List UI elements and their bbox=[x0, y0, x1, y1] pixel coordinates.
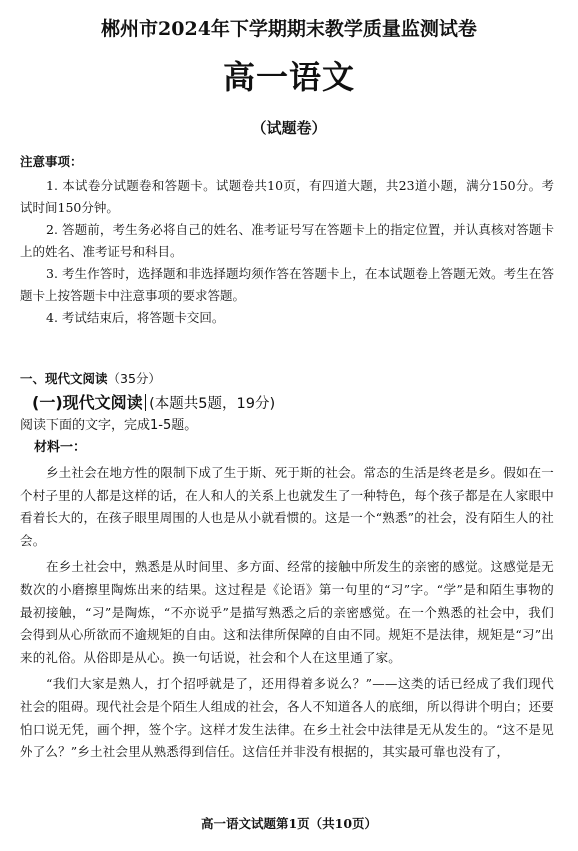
notice-item: 2. 答题前，考生务必将自己的姓名、准考证号写在答题卡上的指定位置，并认真核对答题卡上的姓名、准考证号和科目。 bbox=[20, 222, 554, 259]
subsection-title: (一)现代文阅读 bbox=[32, 393, 143, 412]
subject-title: 高一语文 bbox=[222, 58, 355, 96]
reading-instruction: 阅读下面的文字，完成1-5题。 bbox=[20, 418, 198, 433]
passage-paragraph: 乡土社会在地方性的限制下成了生于斯、死于斯的社会。常态的生活是终老是乡。假如在一个村子里的人都是这样的话，在人和人的关系上也就发生了一种特色，每个孩子都是在人家眼中看着长大的，在孩子眼里周围的人也是从小就看惯的。这是一个“熟悉”的社会，没有陌生人的社会。 bbox=[20, 465, 555, 548]
passage-paragraph: “我们大家是熟人，打个招呼就是了，还用得着多说么？”——这类的话已经成了我们现代社会的阻碍。现代社会是个陌生人组成的社会，各人不知道各人的底细，所以得讲个明白；还要怕口说无凭，画个押，签个字。这样才发生法律。在乡土社会中法律是无从发生的。“这不是见外了么？”乡土社会里从熟悉得到信任。这信任并非没有根据的，其实最可靠也没有了， bbox=[20, 676, 554, 760]
notice-list bbox=[20, 175, 554, 329]
notice-heading: 注意事项： bbox=[20, 154, 83, 169]
page-footer: 高一语文试题第1页（共10页） bbox=[200, 816, 378, 831]
text-cursor bbox=[145, 394, 147, 411]
notice-item: 4. 考试结束后，将答题卡交回。 bbox=[46, 310, 225, 325]
notice-item: 3. 考生作答时，选择题和非选择题均须作答在答题卡上，在本试题卷上答题无效。考生在答题卡上按答题卡中注意事项的要求答题。 bbox=[20, 266, 554, 303]
paper-type-label: （试题卷） bbox=[251, 119, 327, 137]
reading-passage bbox=[20, 462, 554, 768]
subsection-note: (本题共5题，19分) bbox=[149, 396, 276, 412]
section-heading bbox=[20, 369, 161, 387]
section-score: （35分） bbox=[107, 371, 161, 386]
subsection-heading bbox=[32, 390, 275, 413]
material-label: 材料一： bbox=[34, 440, 87, 455]
notice-item: 1. 本试卷分试题卷和答题卡。试题卷共10页，有四道大题，共23道小题，满分150分。考试时间150分钟。 bbox=[20, 178, 554, 215]
passage-paragraph: 在乡土社会中，熟悉是从时间里、多方面、经常的接触中所发生的亲密的感觉。这感觉是无数次的小磨擦里陶炼出来的结果。这过程是《论语》第一句里的“习”字。“学”是和陌生事物的最初接触，“习”是陶炼，“不亦说乎”是描写熟悉之后的亲密感觉。在一个熟悉的社会中，我们会得到从心所欲而不逾规矩的自由。这和法律所保障的自由不同。规矩不是法律，规矩是“习”出来的礼俗。从俗即是从心。换一句话说，社会和个人在这里通了家。 bbox=[20, 559, 555, 665]
exam-title: 郴州市2024年下学期期末教学质量监测试卷 bbox=[101, 18, 477, 40]
section-title: 一、现代文阅读 bbox=[20, 371, 108, 386]
